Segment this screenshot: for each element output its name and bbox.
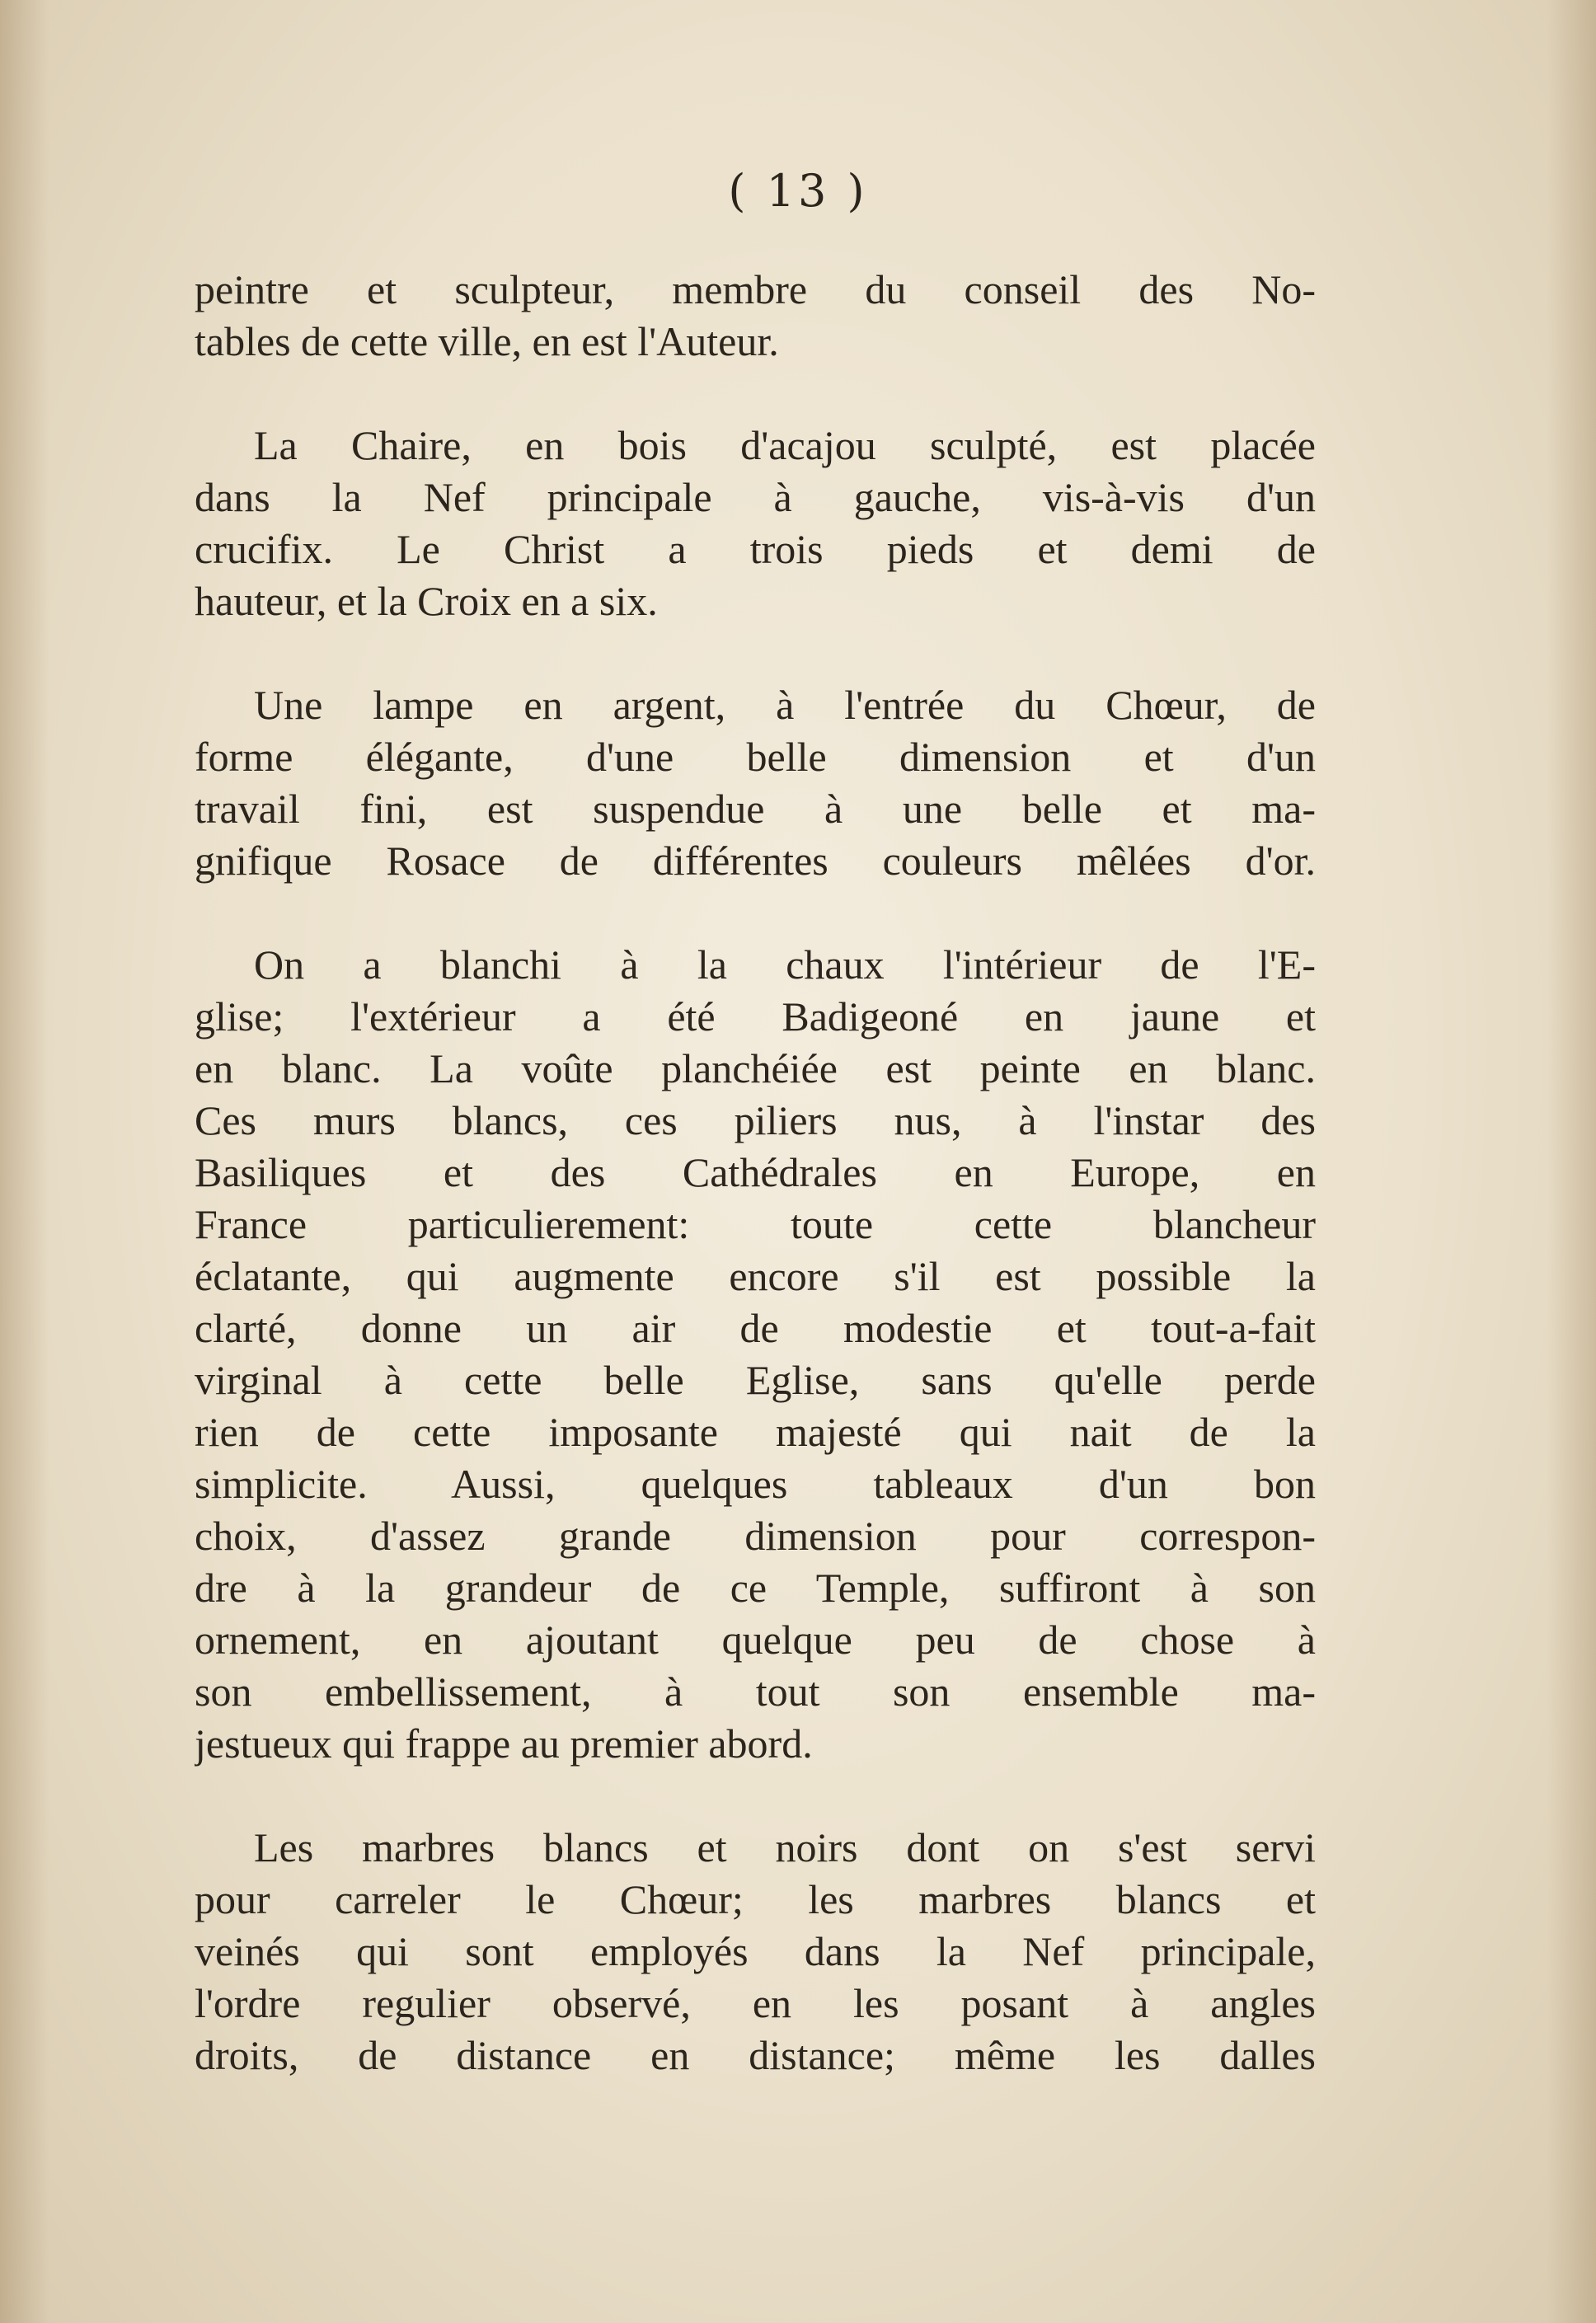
text-line: Basiliques et des Cathédrales en Europe, en [195, 1149, 1316, 1195]
text-line: son embellissement, à tout son ensemble ma- [195, 1668, 1316, 1715]
text-line: forme élégante, d'une belle dimension et d'un [195, 734, 1316, 780]
text-line: hauteur, et la Croix en a six. [195, 578, 658, 624]
text-line: l'ordre regulier observé, en les posant à angles [195, 1980, 1316, 2026]
text-line: Les marbres blancs et noirs dont on s'est servi [254, 1824, 1316, 1870]
text-line: choix, d'assez grande dimension pour correspon- [195, 1513, 1316, 1559]
text-line: veinés qui sont employés dans la Nef principale, [195, 1928, 1316, 1974]
text-line: glise; l'extérieur a été Badigeoné en jaune et [195, 993, 1316, 1039]
text-line: dans la Nef principale à gauche, vis-à-vis d'un [195, 474, 1316, 520]
text-line: rien de cette imposante majesté qui nait de la [195, 1409, 1316, 1455]
paragraph-3 [195, 679, 1316, 887]
text-line: pour carreler le Chœur; les marbres blancs et [195, 1876, 1316, 1922]
text-line: jestueux qui frappe au premier abord. [195, 1720, 813, 1767]
text-line: simplicite. Aussi, quelques tableaux d'un bon [195, 1461, 1316, 1507]
text-line: éclatante, qui augmente encore s'il est possible la [195, 1253, 1316, 1299]
paragraph-5 [195, 1822, 1316, 2081]
paragraph-4 [195, 939, 1316, 1770]
text-line: tables de cette ville, en est l'Auteur. [195, 318, 779, 364]
text-line: droits, de distance en distance; même les dalles [195, 2032, 1316, 2078]
paragraph-2 [195, 420, 1316, 627]
text-line: dre à la grandeur de ce Temple, suffiront à son [195, 1565, 1316, 1611]
text-line: travail fini, est suspendue à une belle et ma- [195, 786, 1316, 832]
paragraph-1 [195, 264, 1316, 368]
body-text [195, 264, 1316, 2133]
text-line: Une lampe en argent, à l'entrée du Chœur, de [254, 682, 1316, 728]
text-line: en blanc. La voûte planchéiée est peinte en blanc. [195, 1045, 1316, 1091]
text-line: La Chaire, en bois d'acajou sculpté, est placée [254, 422, 1316, 468]
text-line: Ces murs blancs, ces piliers nus, à l'instar des [195, 1097, 1316, 1143]
text-line: ornement, en ajoutant quelque peu de chose à [195, 1617, 1316, 1663]
text-line: gnifique Rosace de différentes couleurs mêlées d'or. [195, 838, 1316, 884]
text-line: clarté, donne un air de modestie et tout-a-fait [195, 1305, 1316, 1351]
text-line: virginal à cette belle Eglise, sans qu'elle perde [195, 1357, 1316, 1403]
text-line: peintre et sculpteur, membre du conseil des No- [195, 266, 1316, 312]
text-line: crucifix. Le Christ a trois pieds et demi de [195, 526, 1316, 572]
page-number: ( 13 ) [728, 165, 868, 217]
text-line: France particulierement: toute cette blancheur [195, 1201, 1316, 1247]
text-line: On a blanchi à la chaux l'intérieur de l'E- [254, 941, 1316, 988]
